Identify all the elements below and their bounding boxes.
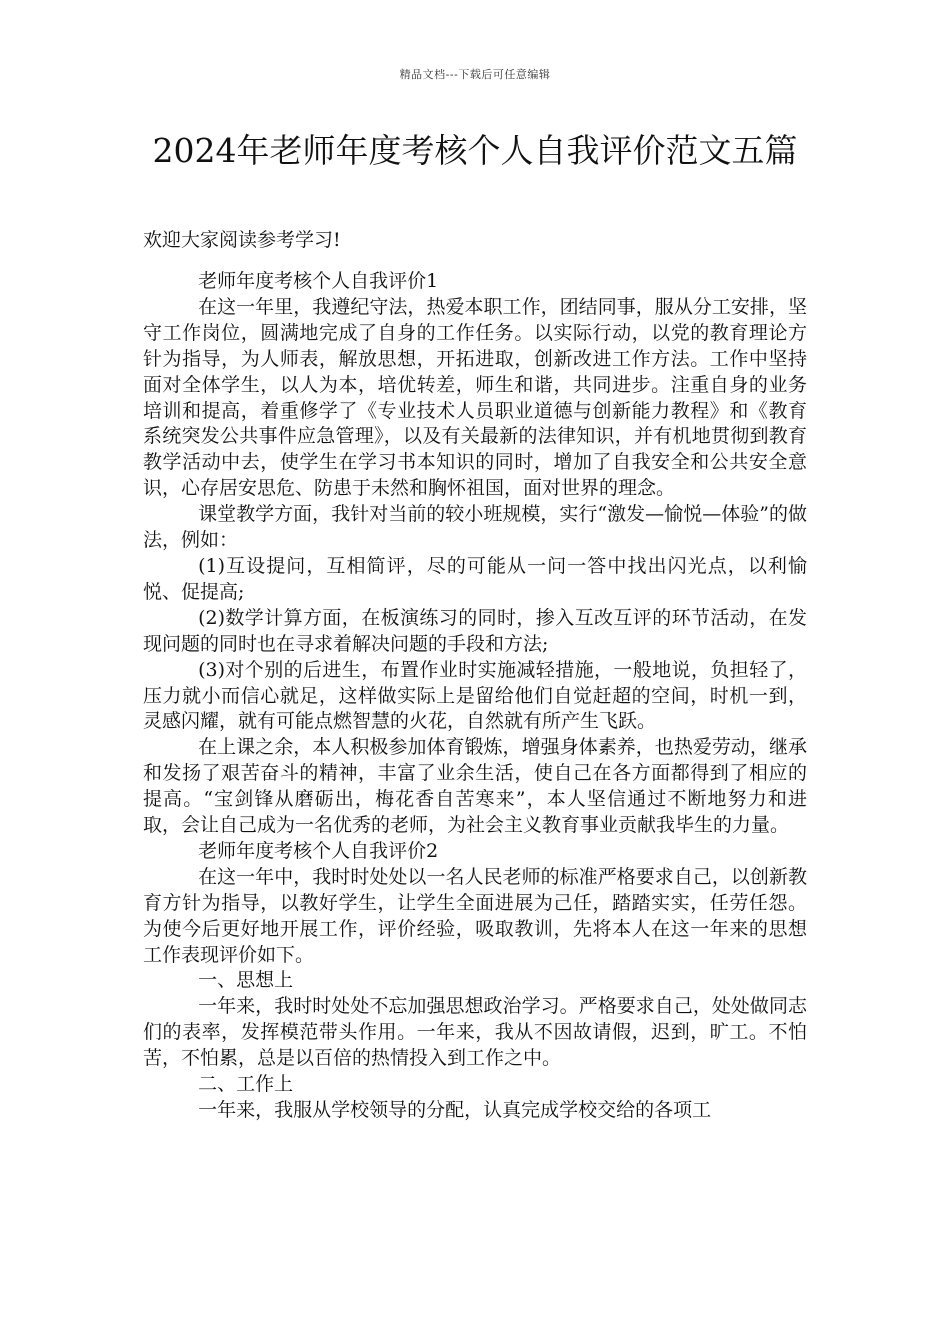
section-heading-1: 老师年度考核个人自我评价1 <box>198 270 439 292</box>
subheading-thought: 一、思想上 <box>198 969 294 992</box>
body-paragraph: 一年来，我服从学校领导的分配，认真完成学校交给的各项工 <box>198 1099 712 1121</box>
body-paragraph: 一年来，我时时处处不忘加强思想政治学习。严格要求自己，处处做同志们的表率，发挥模范带头作用。一年来，我从不因故请假，迟到，旷工。不怕苦，不怕累，总是以百倍的热情投入到工作之中。 <box>143 995 807 1070</box>
section-heading-2: 老师年度考核个人自我评价2 <box>198 839 439 862</box>
header-note: 精品文档---下载后可任意编辑 <box>399 68 551 81</box>
body-paragraph: 在上课之余，本人积极参加体育锻炼，增强身体素养，也热爱劳动，继承和发扬了艰苦奋斗的精神，丰富了业余生活，使自己在各方面都得到了相应的提高。“宝剑锋从磨砺出，梅花香自苦寒来”，本人坚信通过不断地努力和进取，会让自己成为一名优秀的老师，为社会主义教育事业贡献我毕生的力量。 <box>143 736 807 837</box>
body-paragraph: 课堂教学方面，我针对当前的较小班规模，实行“激发—愉悦—体验”的做法，例如： <box>143 503 807 552</box>
document-body <box>143 269 807 1124</box>
body-paragraph: 在这一年里，我遵纪守法，热爱本职工作，团结同事，服从分工安排，坚守工作岗位，圆满地完成了自身的工作任务。以实际行动，以党的教育理论方针为指导，为人师表，解放思想，开拓进取，创新改进工作方法。工作中坚持面对全体学生，以人为本，培优转差，师生和谐，共同进步。注重自身的业务培训和提高，着重修学了《专业技术人员职业道德与创新能力教程》和《教育系统突发公共事件应急管理》，以及有关最新的法律知识，并有机地贯彻到教育教学活动中去，使学生在学习书本知识的同时，增加了自我安全和公共安全意识，心存居安思危、防患于未然和胸怀祖国，面对世界的理念。 <box>143 295 807 500</box>
list-item: (1)互设提问，互相简评，尽的可能从一问一答中找出闪光点，以利愉悦、促提高; <box>143 554 807 603</box>
list-item: (3)对个别的后进生，布置作业时实施减轻措施，一般地说，负担轻了，压力就小而信心就足，这样做实际上是留给他们自觉赶超的空间，时机一到，灵感闪耀，就有可能点燃智慧的火花，自然就有所产生飞跃。 <box>143 658 807 733</box>
greeting-line: 欢迎大家阅读参考学习! <box>143 229 341 251</box>
document-title: 2024年老师年度考核个人自我评价范文五篇 <box>152 131 798 170</box>
subheading-work: 二、工作上 <box>198 1073 294 1096</box>
list-item: (2)数学计算方面，在板演练习的同时，掺入互改互评的环节活动，在发现问题的同时也在寻求着解决问题的手段和方法; <box>143 606 807 655</box>
body-paragraph: 在这一年中，我时时处处以一名人民老师的标准严格要求自己，以创新教育方针为指导，以教好学生，让学生全面进展为己任，踏踏实实，任劳任怨。为使今后更好地开展工作，评价经验，吸取教训，先将本人在这一年来的思想工作表现评价如下。 <box>143 865 807 966</box>
